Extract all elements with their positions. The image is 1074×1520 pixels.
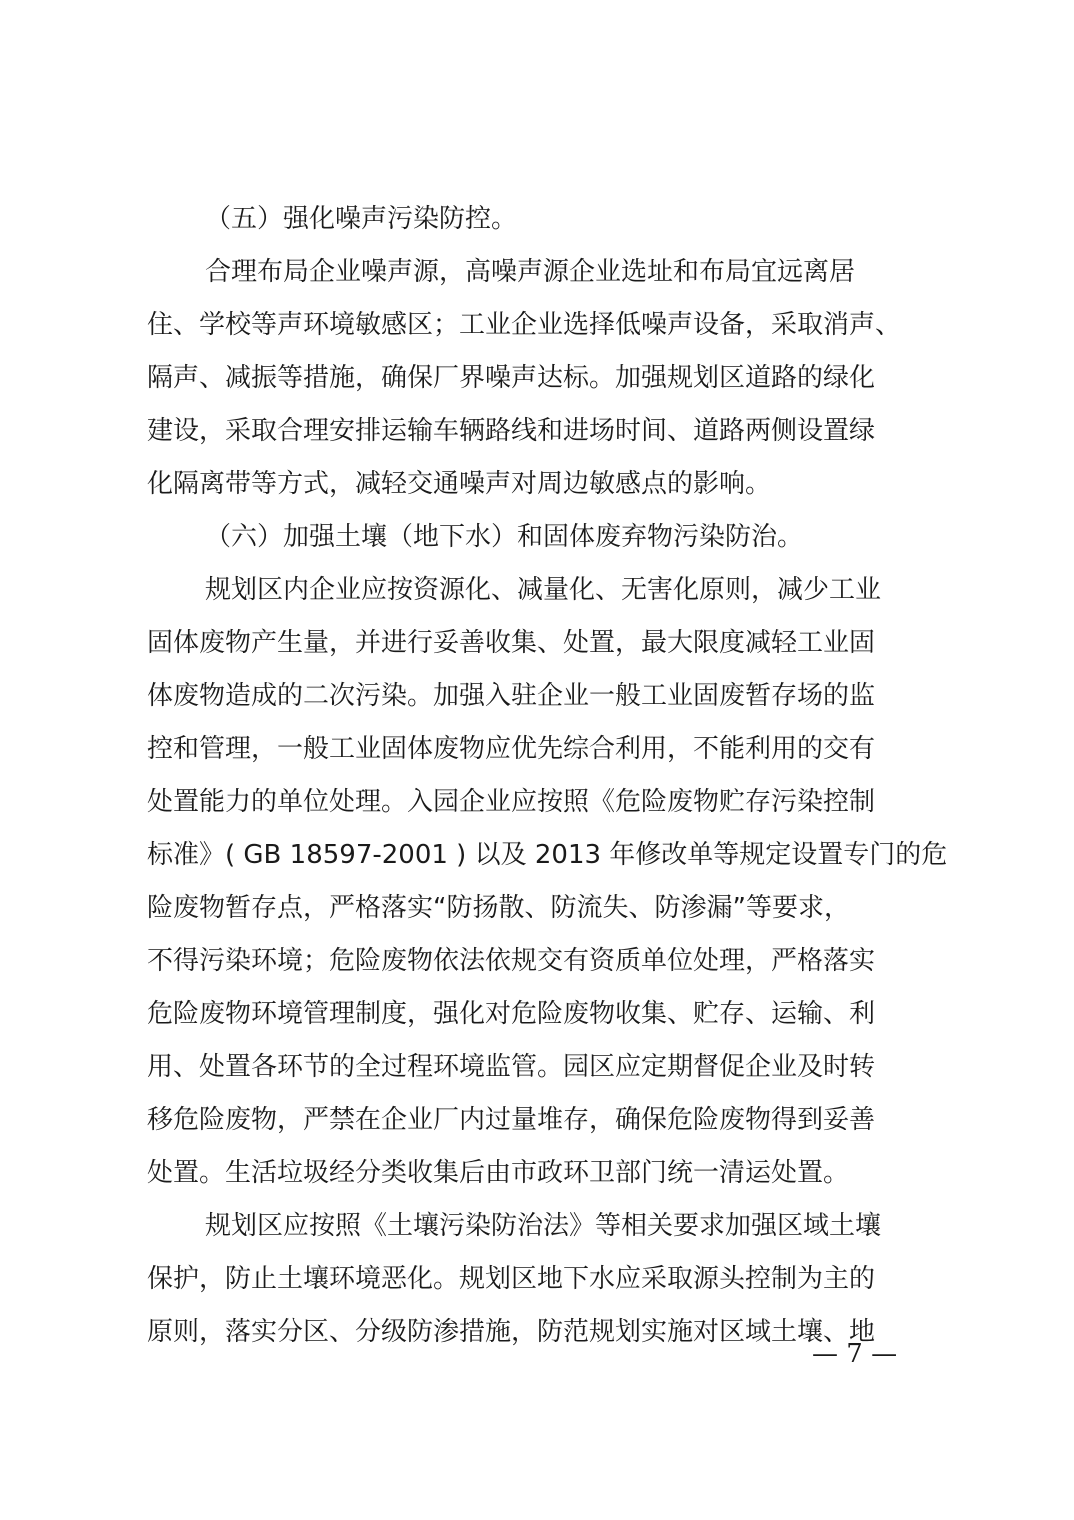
section-heading bbox=[147, 193, 947, 246]
body-paragraph bbox=[147, 564, 947, 1200]
section-heading bbox=[147, 511, 947, 564]
text-line: （五）强化噪声污染防控。 bbox=[205, 204, 518, 234]
text-line: （六）加强土壤（地下水）和固体废弃物污染防治。 bbox=[205, 522, 804, 552]
text-line: 化隔离带等方式，减轻交通噪声对周边敏感点的影响。 bbox=[147, 469, 772, 499]
document-body bbox=[147, 193, 947, 1359]
text-line: 合理布局企业噪声源，高噪声源企业选址和布局宜远离居 bbox=[205, 257, 856, 287]
text-line: 原则，落实分区、分级防渗措施，防范规划实施对区域土壤、地 bbox=[147, 1317, 876, 1347]
text-line: 移危险废物，严禁在企业厂内过量堆存，确保危险废物得到妥善 bbox=[147, 1105, 876, 1135]
text-line: 保护，防止土壤环境恶化。规划区地下水应采取源头控制为主的 bbox=[147, 1264, 876, 1294]
text-line: 处置。生活垃圾经分类收集后由市政环卫部门统一清运处置。 bbox=[147, 1158, 850, 1188]
text-line: 不得污染环境；危险废物依法依规交有资质单位处理，严格落实 bbox=[147, 946, 876, 976]
text-line: 处置能力的单位处理。入园企业应按照《危险废物贮存污染控制 bbox=[147, 787, 876, 817]
text-line: 控和管理，一般工业固体废物应优先综合利用，不能利用的交有 bbox=[147, 734, 876, 764]
text-line: 建设，采取合理安排运输车辆路线和进场时间、道路两侧设置绿 bbox=[147, 416, 876, 446]
page-number: — 7 — bbox=[812, 1339, 898, 1369]
text-line: 体废物造成的二次污染。加强入驻企业一般工业固废暂存场的监 bbox=[147, 681, 876, 711]
text-line: 危险废物环境管理制度，强化对危险废物收集、贮存、运输、利 bbox=[147, 999, 876, 1029]
body-paragraph bbox=[147, 246, 947, 511]
text-line: 隔声、减振等措施，确保厂界噪声达标。加强规划区道路的绿化 bbox=[147, 363, 876, 393]
text-line: 标准》( GB 18597-2001 ) 以及 2013 年修改单等规定设置专门的危 bbox=[147, 840, 948, 870]
text-line: 住、学校等声环境敏感区；工业企业选择低噪声设备，采取消声、 bbox=[147, 310, 902, 340]
text-line: 固体废物产生量，并进行妥善收集、处置，最大限度减轻工业固 bbox=[147, 628, 876, 658]
text-line: 规划区内企业应按资源化、减量化、无害化原则，减少工业 bbox=[205, 575, 882, 605]
text-line: 规划区应按照《土壤污染防治法》等相关要求加强区域土壤 bbox=[205, 1211, 882, 1241]
text-line: 险废物暂存点，严格落实“防扬散、防流失、防渗漏”等要求， bbox=[147, 893, 850, 923]
text-line: 用、处置各环节的全过程环境监管。园区应定期督促企业及时转 bbox=[147, 1052, 876, 1082]
